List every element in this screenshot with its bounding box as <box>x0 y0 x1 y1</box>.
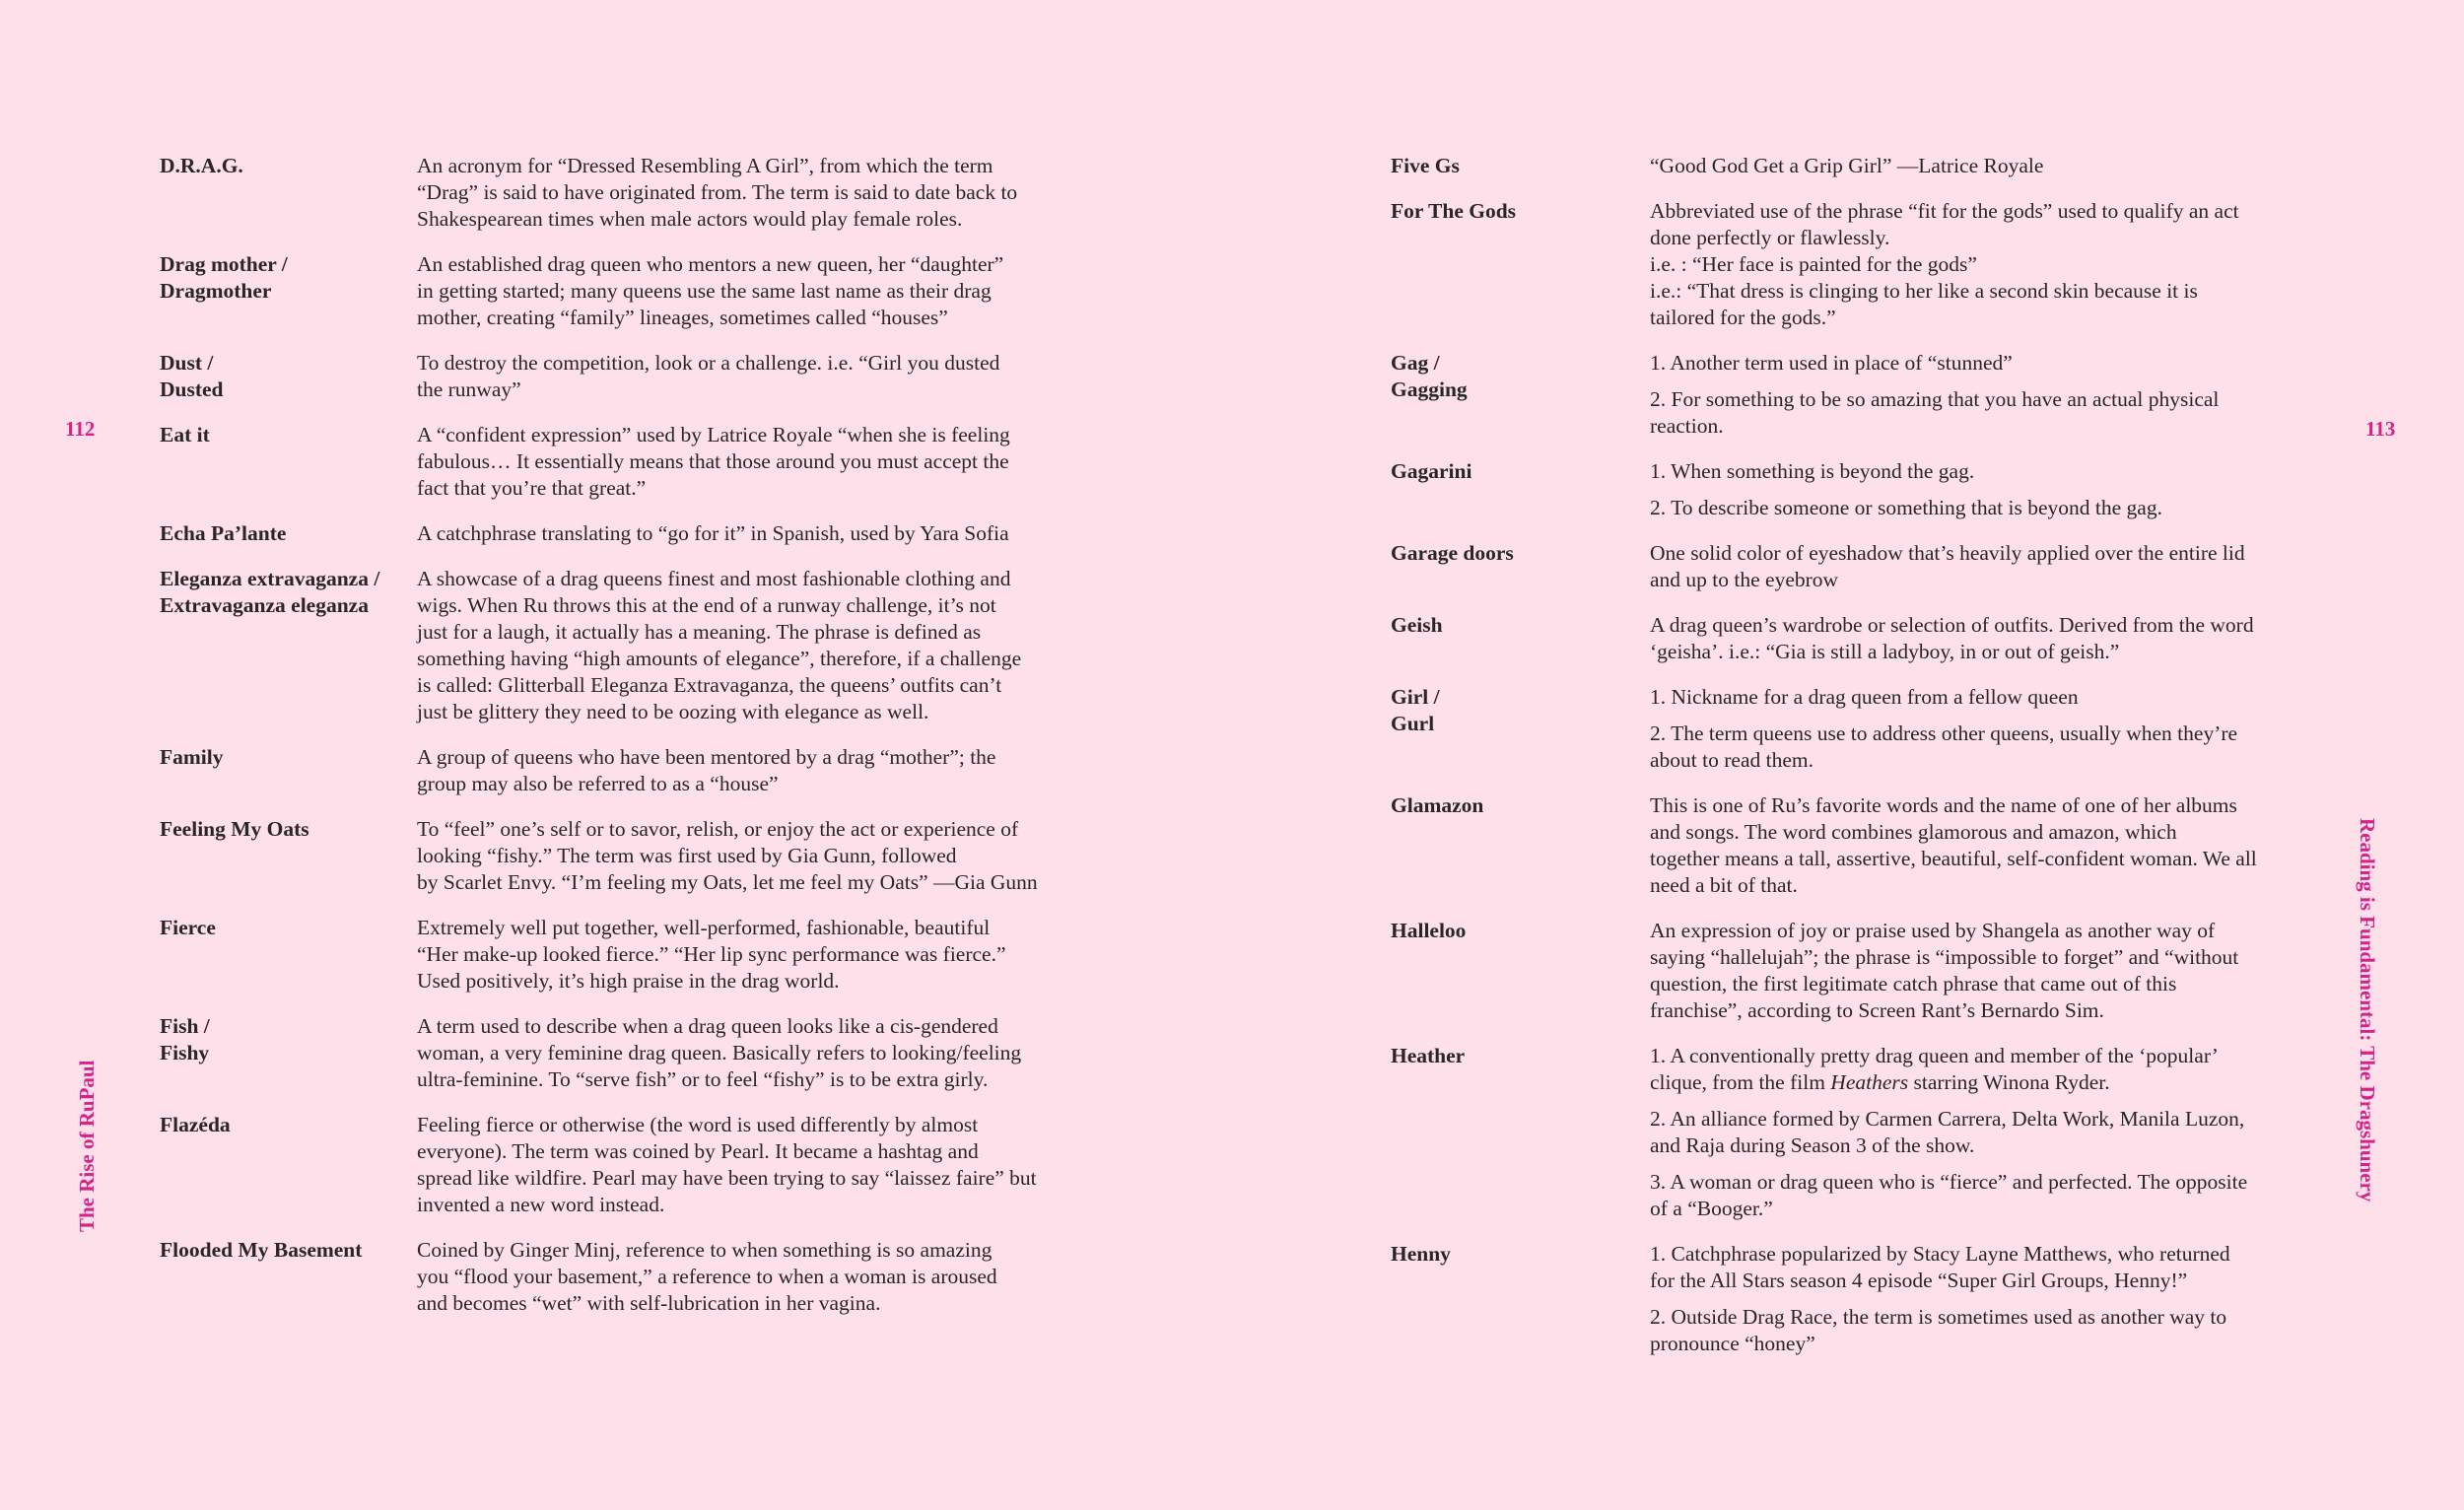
entry-definition: 1. Nickname for a drag queen from a fellow queen 2. The term queens use to address other queens, usually when they’re about to read them. <box>1650 685 2238 772</box>
entry-definition: An expression of joy or praise used by Shangela as another way of saying “hallelujah”; the phrase is “impossible to forget” and “without question, the first legitimate catch phrase that came out of this franchise”, according to Screen Rant’s Bernardo Sim. <box>1650 919 2239 1022</box>
entry-definition: To destroy the competition, look or a challenge. i.e. “Girl you dusted the runway” <box>417 351 1000 401</box>
film-title: Heathers <box>1830 1070 1909 1094</box>
entry-term: Girl / Gurl <box>1391 685 1440 735</box>
entry-definition: “Good God Get a Grip Girl” —Latrice Royale <box>1650 154 2044 177</box>
glossary-entry-for-the-gods <box>1391 198 2317 331</box>
glossary-entry-drag-mother <box>160 251 1086 331</box>
entry-term: Garage doors <box>1391 541 1514 565</box>
entry-term: Flooded My Basement <box>160 1238 363 1262</box>
entry-definition: To “feel” one’s self or to savor, relish, or enjoy the act or experience of looking “fishy.” The term was first used by Gia Gunn, followed by Scarlet Envy. “I’m feeling my Oats, let me feel my Oats” —Gia Gunn <box>417 817 1038 894</box>
entry-term: Glamazon <box>1391 793 1484 817</box>
glossary-entry-geish <box>1391 612 2317 665</box>
entry-term: Five Gs <box>1391 154 1460 177</box>
glossary-entry-glamazon <box>1391 792 2317 899</box>
right-page-number: 113 <box>2365 417 2396 441</box>
entry-definition: A “confident expression” used by Latrice Royale “when she is feeling fabulous… It essentially means that those around you must accept the fact that you’re that great.” <box>417 423 1010 500</box>
entry-definition: An acronym for “Dressed Resembling A Girl”, from which the term “Drag” is said to have originated from. The term is said to date back to Shakespearean times when male actors would play female roles. <box>417 154 1018 231</box>
entry-term: Heather <box>1391 1044 1466 1067</box>
entry-term: D.R.A.G. <box>160 154 243 177</box>
entry-term: Flazéda <box>160 1113 231 1136</box>
glossary-entry-henny <box>1391 1241 2317 1357</box>
glossary-entry-fierce <box>160 915 1086 995</box>
glossary-entry-flooded-my-basement <box>160 1237 1086 1317</box>
glossary-entry-echa-palante <box>160 520 1086 547</box>
entry-definition: A drag queen’s wardrobe or selection of outfits. Derived from the word ‘geisha’. i.e.: “Gia is still a ladyboy, in or out of geish.” <box>1650 613 2254 663</box>
glossary-entry-fish <box>160 1013 1086 1093</box>
left-running-title: The Rise of RuPaul <box>75 1060 99 1232</box>
glossary-entry-flazeda <box>160 1112 1086 1218</box>
entry-definition: Coined by Ginger Minj, reference to when something is so amazing you “flood your basement,” a reference to when a woman is aroused and becomes “wet” with self-lubrication in her vagina. <box>417 1238 997 1315</box>
entry-definition: A catchphrase translating to “go for it” in Spanish, used by Yara Sofia <box>417 521 1009 545</box>
entry-definition: An established drag queen who mentors a new queen, her “daughter” in getting started; many queens use the same last name as their drag mother, creating “family” lineages, sometimes called “houses” <box>417 252 1004 329</box>
entry-term: Dust / Dusted <box>160 351 224 401</box>
glossary-entry-dust <box>160 350 1086 403</box>
entry-term: Feeling My Oats <box>160 817 309 841</box>
entry-term: Fish / Fishy <box>160 1014 210 1064</box>
entry-term: Drag mother / Dragmother <box>160 252 288 303</box>
entry-definition: A group of queens who have been mentored by a drag “mother”; the group may also be referred to as a “house” <box>417 745 996 795</box>
entry-term: Eat it <box>160 423 210 446</box>
entry-definition: 1. When something is beyond the gag. 2. To describe someone or something that is beyond the gag. <box>1650 459 2162 519</box>
entry-term: Geish <box>1391 613 1443 637</box>
entry-definition: One solid color of eyeshadow that’s heavily applied over the entire lid and up to the eyebrow <box>1650 541 2245 591</box>
right-glossary-column <box>1391 153 2317 1376</box>
entry-definition: A showcase of a drag queens finest and most fashionable clothing and wigs. When Ru throws this at the end of a runway challenge, it’s not just for a laugh, it actually has a meaning. The phrase is defined as something having “high amounts of elegance”, therefore, if a challenge is called: Glitterball Eleganza Extravaganza, the queens’ outfits can’t just be glittery they need to be oozing with elegance as well. <box>417 567 1022 723</box>
definition-text: starring Winona Ryder. <box>1908 1070 2110 1094</box>
definition-text: 1. A conventionally pretty drag queen and member of the ‘popular’ clique, from the film <box>1650 1044 2219 1094</box>
entry-term: Henny <box>1391 1242 1451 1266</box>
entry-term: Family <box>160 745 224 769</box>
glossary-entry-eat-it <box>160 422 1086 502</box>
entry-term: Gag / Gagging <box>1391 351 1468 401</box>
entry-term: Gagarini <box>1391 459 1472 483</box>
entry-term: Fierce <box>160 916 216 939</box>
entry-definition: 1. Another term used in place of “stunned” 2. For something to be so amazing that you have an actual physical reaction. <box>1650 351 2220 438</box>
glossary-entry-family <box>160 744 1086 797</box>
glossary-entry-feeling-my-oats <box>160 816 1086 896</box>
glossary-entry-halleloo <box>1391 918 2317 1024</box>
right-running-title: Reading is Fundamental: The Dragshunery <box>2356 818 2379 1202</box>
entry-term: Halleloo <box>1391 919 1467 942</box>
glossary-entry-drag <box>160 153 1086 233</box>
entry-definition: This is one of Ru’s favorite words and the name of one of her albums and songs. The word combines glamorous and amazon, which together means a tall, assertive, beautiful, self-confident woman. We all need a bit of that. <box>1650 793 2257 897</box>
entry-definition: Feeling fierce or otherwise (the word is used differently by almost everyone). The term was coined by Pearl. It became a hashtag and spread like wildfire. Pearl may have been trying to say “laissez faire” but invented a new word instead. <box>417 1113 1037 1216</box>
entry-term: For The Gods <box>1391 199 1517 223</box>
entry-definition: A term used to describe when a drag queen looks like a cis-gendered woman, a very feminine drag queen. Basically refers to looking/feeling ultra-feminine. To “serve fish” or to feel “fishy” is to be extra girly. <box>417 1014 1022 1091</box>
entry-definition: Extremely well put together, well-performed, fashionable, beautiful “Her make-up looked fierce.” “Her lip sync performance was fierce.” Used positively, it’s high praise in the drag world. <box>417 916 1006 993</box>
glossary-entry-garage-doors <box>1391 540 2317 593</box>
glossary-entry-gagarini <box>1391 458 2317 521</box>
glossary-entry-girl <box>1391 684 2317 774</box>
glossary-entry-gag <box>1391 350 2317 440</box>
entry-definition: 1. Catchphrase popularized by Stacy Layne Matthews, who returned for the All Stars season 4 episode “Super Girl Groups, Henny!” 2. Outside Drag Race, the term is sometimes used as another way to pronounce “honey” <box>1650 1242 2230 1355</box>
entry-term: Echa Pa’lante <box>160 521 287 545</box>
left-page-number: 112 <box>65 417 96 441</box>
entry-definition: Abbreviated use of the phrase “fit for the gods” used to qualify an act done perfectly or flawlessly. i.e. : “Her face is painted for the gods” i.e.: “That dress is clinging to her like a second skin because it is tailored for the gods.” <box>1650 199 2239 329</box>
entry-definition: 1. A conventionally pretty drag queen and member of the ‘popular’ clique, from the film Heathers starring Winona Ryder. 2. An alliance formed by Carmen Carrera, Delta Work, Manila Luzon, and Raja during Season 3 of the show. 3. A woman or drag queen who is “fierce” and perfected. The opposite of a “Booger.” <box>1650 1044 2248 1220</box>
glossary-entry-eleganza-extravaganza <box>160 566 1086 725</box>
glossary-entry-heather <box>1391 1043 2317 1222</box>
entry-term: Eleganza extravaganza / Extravaganza eleganza <box>160 567 380 617</box>
left-glossary-column <box>160 153 1086 1336</box>
glossary-entry-five-gs <box>1391 153 2317 179</box>
